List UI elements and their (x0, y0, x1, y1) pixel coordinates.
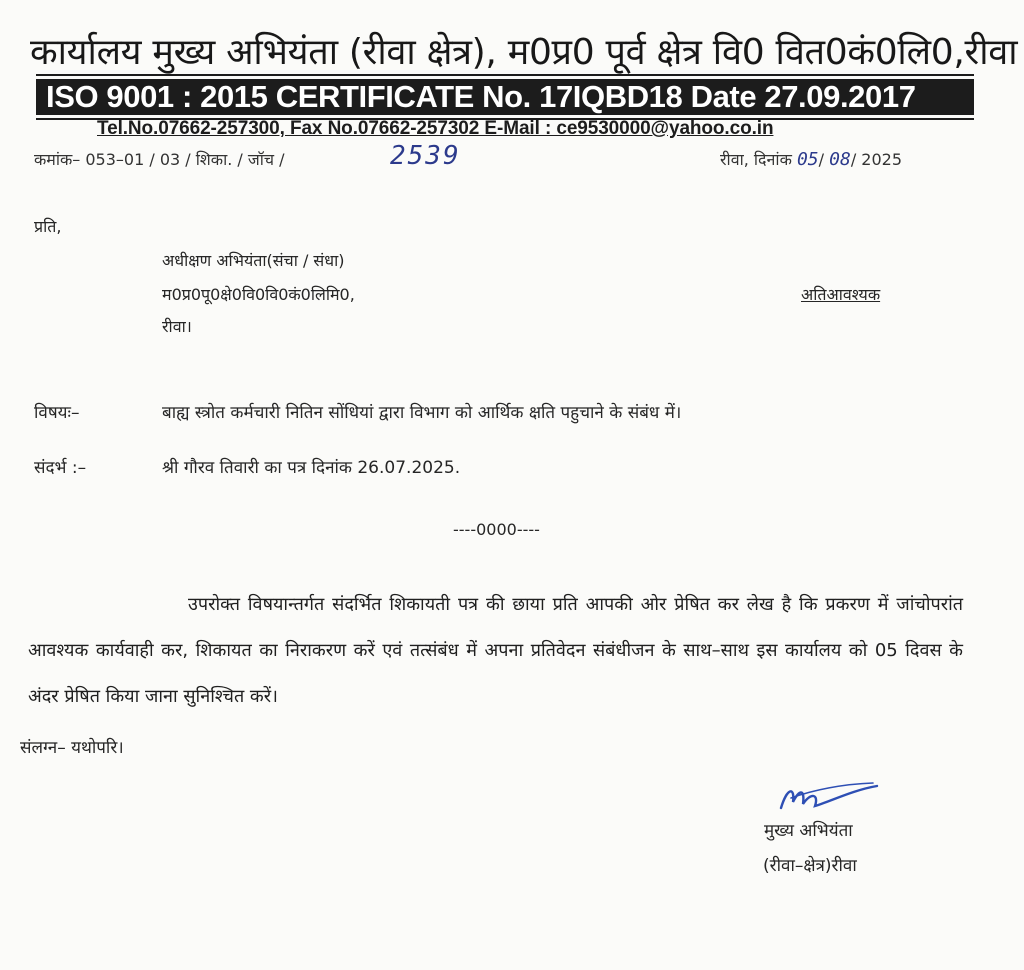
enclosure: संलग्न– यथोपरि। (20, 738, 124, 758)
signatory-office: (रीवा–क्षेत्र)रीवा (763, 856, 857, 876)
body-paragraph: उपरोक्त विषयान्तर्गत संदर्भित शिकायती पत्र की छाया प्रति आपकी ओर प्रेषित कर लेख है कि प्रकरण में जांचोपरांत आवश्यक कार्यवाही कर, शिकायत का निराकरण करें एवं तत्संबंध में अपना प्रतिवेदन संबंधीजन के साथ–साथ इस कार्यालय को 05 दिवस के अंदर प्रेषित किया जाना सुनिश्चित करें। (28, 594, 963, 707)
recipient-line-2: म0प्र0पू0क्षे0वि0वि0कं0लिमि0, (162, 285, 355, 304)
letterhead-contact: Tel.No.07662-257300, Fax No.07662-257302 E-Mail : ce9530000@yahoo.co.in (97, 118, 774, 139)
recipient-line-3: रीवा। (162, 317, 192, 336)
date-sep-1: / (818, 150, 825, 169)
salutation: प्रति, (34, 217, 62, 236)
date-line (720, 148, 902, 170)
reference-number-handwritten: 2539 (390, 141, 461, 171)
iso-certificate-banner: ISO 9001 : 2015 CERTIFICATE No. 17IQBD18 Date 27.09.2017 (36, 79, 974, 115)
reference-label: संदर्भ :– (34, 458, 87, 478)
date-day: 05 (796, 149, 819, 170)
date-month: 08 (829, 149, 851, 170)
signatory-designation: मुख्य अभियंता (764, 821, 853, 841)
signature-scribble (773, 780, 883, 820)
urgent-label: अतिआवश्यक (801, 285, 881, 304)
date-prefix: रीवा, दिनांक (720, 150, 792, 169)
subject-text: बाह्य स्त्रोत कर्मचारी नितिन सोंधियां द्वारा विभाग को आर्थिक क्षति पहुचाने के संबंध में। (162, 403, 682, 423)
reference-number-label: कमांक– 053–01 / 03 / शिका. / जॉच / (34, 150, 285, 169)
divider-mark: ----0000---- (453, 520, 540, 539)
subject-label: विषयः– (34, 403, 80, 423)
reference-text: श्री गौरव तिवारी का पत्र दिनांक 26.07.2025. (162, 458, 461, 478)
recipient-line-1: अधीक्षण अभियंता(संचा / संधा) (162, 251, 345, 270)
date-sep-2: / 2025 (850, 150, 903, 169)
letterhead-title: कार्यालय मुख्य अभियंता (रीवा क्षेत्र), म0प्र0 पूर्व क्षेत्र वि0 वित0कं0लि0,रीवा (30, 32, 1018, 73)
iso-top-rule (36, 74, 974, 76)
